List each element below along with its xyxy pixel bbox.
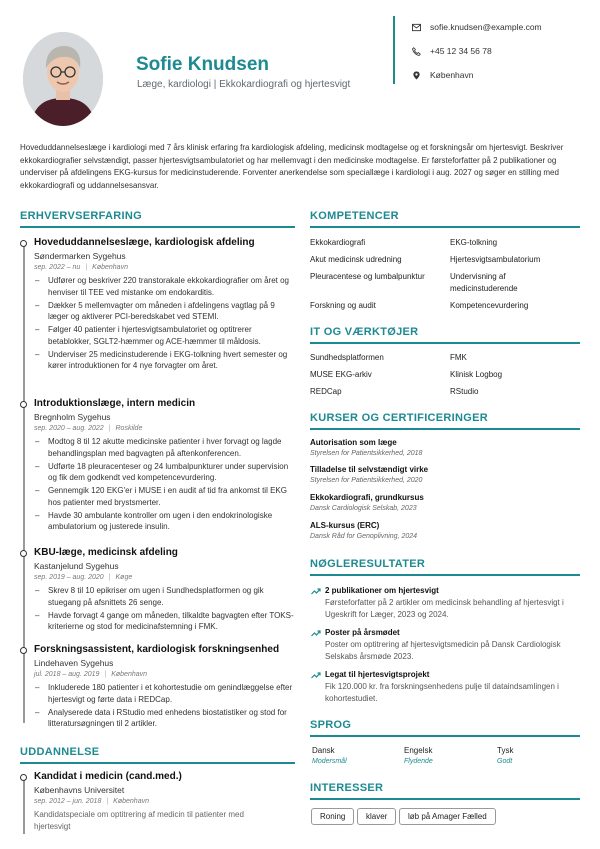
timeline-dot [20,401,27,408]
trending-up-icon [311,629,321,637]
tool-item: REDCap [310,387,342,396]
section-title-achievements: NØGLERESULTATER [310,558,426,570]
section-rule-experience [20,226,295,228]
skill-item: Hjertesvigtsambulatorium [450,255,541,264]
job-bullet: – Udførte 18 pleuracenteser og 24 lumbalpunkturer under supervision og fik dem godkendt ved kompetencevurdering. [34,461,296,484]
education-meta: sep. 2012 – jun. 2018 | København [34,798,149,805]
cert-org: Styrelsen for Patientsikkerhed, 2020 [310,477,423,484]
job-title: Hoveduddannelseslæge, kardiologisk afdeling [34,237,255,248]
job-company: Kastanjelund Sygehus [34,561,119,571]
cert-name: Ekkokardiografi, grundkursus [310,493,424,502]
job-bullets [34,585,296,634]
section-title-languages: SPROG [310,719,352,731]
location-pin-icon [412,71,421,80]
contact-email[interactable] [412,22,542,32]
skill-item: Forskning og audit [310,301,376,310]
interest-tag: klaver [357,808,396,825]
achievement-title: 2 publikationer om hjertesvigt [325,586,439,595]
cert-name: ALS-kursus (ERC) [310,521,380,530]
section-rule-certs [310,428,580,430]
education-description: Kandidatspeciale om optitrering af medicin til patienter med hjertesvigt [34,810,244,831]
job-bullet: – Udfører og beskriver 220 transtorakale ekkokardiografier om året og henviser til TEE ved mistanke om endokarditis. [34,275,296,298]
job-bullet: – Skrev 8 til 10 epikriser om ugen i Sundhedsplatformen og gik stuegang på afsnittets 26 senge. [34,585,296,608]
contact-location [412,70,473,80]
cert-org: Dansk Råd for Genoplivning, 2024 [310,533,418,540]
profile-summary: Hoveduddannelseslæge i kardiologi med 7 års klinisk erfaring fra kardiologisk afdeling, medicinsk modtagelse og et forskningsår om hjertesvigt. Beskriver ekkokardiografier selvstændigt, passer hjertesvigtsambulatoriet og har mellemvagt i den medicinske modtagelse. Er førsteforfatter på 2 publikationer og underviser på afdelingens EKG-kursus for medicinstuderende. Forventer anerkendelse som speciallæge i kardiologi i aug. 2027 og søger en stilling med ekkokardiografi og uddannelsesansvar. [20,143,564,190]
job-bullet: – Havde 30 ambulante kontroller om ugen i den endokrinologiske ambulatorium og justerede insulin. [34,510,296,533]
tool-item: MUSE EKG-arkiv [310,370,372,379]
job-location: København [92,264,128,271]
section-rule-achievements [310,574,580,576]
skill-item: Pleuracentese og lumbalpunktur [310,272,425,281]
education-timeline [23,778,25,834]
timeline-dot [20,240,27,247]
language-name: Dansk [312,746,335,755]
trending-up-icon [311,587,321,595]
cert-org: Dansk Cardiologisk Selskab, 2023 [310,505,417,512]
job-bullet: – Underviser 25 medicinstuderende i EKG-tolkning hvert semester og kører introduktionen for 4 nye forvagter om året. [34,349,296,372]
candidate-subtitle: Læge, kardiologi | Ekkokardiografi og hjertesvigt [137,79,351,90]
section-title-tools: IT OG VÆRKTØJER [310,326,419,338]
cert-name: Autorisation som læge [310,438,397,447]
job-bullets [34,682,296,731]
language-level: Godt [497,758,513,765]
skill-item: Ekkokardiografi [310,238,366,247]
cert-name: Tilladelse til selvstændigt virke [310,465,429,474]
skill-item: EKG-tolkning [450,238,498,247]
profile-photo [23,32,103,126]
header-divider [393,16,395,84]
email-text: sofie.knudsen@example.com [430,22,542,32]
job-company: Lindehaven Sygehus [34,658,114,668]
education-dates: sep. 2012 – jun. 2018 [34,798,102,805]
section-rule-languages [310,735,580,737]
job-bullet: – Havde forvagt 4 gange om måneden, tilkaldte bagvagten efter TOKS-kriterierne og stod for medicinafstemning i FMK. [34,610,296,633]
job-location: Roskilde [115,425,143,432]
interest-tag: Roning [311,808,354,825]
job-dates: sep. 2020 – aug. 2022 [34,425,104,432]
section-rule-skills [310,226,580,228]
achievement-title: Poster på årsmødet [325,628,400,637]
job-company: Søndermarken Sygehus [34,251,126,261]
achievement-desc: Førsteforfatter på 2 artikler om medicinsk behandling af hjertesvigt i Ugeskrift for Læger, 2023 og 2024. [325,598,564,619]
language-level: Modersmål [312,758,347,765]
tool-item: FMK [450,353,467,362]
section-title-education: UDDANNELSE [20,746,100,758]
job-bullet: – Analyserede data i RStudio med enhedens biostatistiker og stod for litteratursøgningen til 2 artikler. [34,707,296,730]
trending-up-icon [311,671,321,679]
section-title-experience: ERHVERVSERFARING [20,210,142,222]
phone-text: +45 12 34 56 78 [430,46,492,56]
phone-icon [412,47,421,56]
skill-item: Kompetencevurdering [450,301,529,310]
job-bullets [34,275,296,373]
language-name: Tysk [497,746,514,755]
job-location: Køge [115,574,133,581]
tool-item: Sundhedsplatformen [310,353,384,362]
job-dates: sep. 2019 – aug. 2020 [34,574,104,581]
job-bullet: – Gennemgik 120 EKG'er i MUSE i en audit af tid fra ankomst til EKG hos patienter med brystsmerter. [34,485,296,508]
tool-item: RStudio [450,387,479,396]
job-bullet: – Følger 40 patienter i hjertesvigtsambulatoriet og optitrerer betablokker, SGLT2-hæmmer og ACE-hæmmer til måldosis. [34,324,296,347]
language-name: Engelsk [404,746,433,755]
section-title-interests: INTERESSER [310,782,384,794]
job-bullet: – Inkluderede 180 patienter i et kohortestudie om genindlæggelse efter hjertesvigt og førte data i REDCap. [34,682,296,705]
degree-title: Kandidat i medicin (cand.med.) [34,771,182,782]
timeline-dot [20,647,27,654]
job-dates: jul. 2018 – aug. 2019 [34,671,100,678]
section-rule-education [20,762,295,764]
location-text: København [430,70,474,80]
timeline-dot [20,550,27,557]
section-title-skills: KOMPETENCER [310,210,399,222]
section-rule-tools [310,342,580,344]
job-bullet: – Dækker 5 mellemvagter om måneden i afdelingens vagtlag på 9 læger og aktiverer PCI-beredskabet ved STEMI. [34,300,296,323]
job-meta: jul. 2018 – aug. 2019 | København [34,671,148,678]
cert-org: Styrelsen for Patientsikkerhed, 2018 [310,450,423,457]
achievement-title: Legat til hjertesvigtsprojekt [325,670,430,679]
job-meta: sep. 2020 – aug. 2022 | Roskilde [34,425,143,432]
contact-phone[interactable] [412,46,492,56]
interest-tag: løb på Amager Fælled [399,808,496,825]
school-name: Københavns Universitet [34,785,125,795]
achievement-desc: Poster om optitrering af hjertesvigtsmedicin på Dansk Cardiologisk Selskabs årsmøde 2023. [325,640,561,661]
job-title: KBU-læge, medicinsk afdeling [34,547,178,558]
job-meta: sep. 2022 – nu | København [34,264,128,271]
skill-item: Akut medicinsk udredning [310,255,402,264]
section-title-certs: KURSER OG CERTIFICERINGER [310,412,489,424]
skill-item: Undervisning af medicinstuderende [450,272,518,293]
tool-item: Klinisk Logbog [450,370,503,379]
job-location: København [111,671,148,678]
achievement-desc: Fik 120.000 kr. fra forskningsenhedens pulje til dataindsamlingen i kohortestudiet. [325,682,559,703]
education-location: København [113,798,149,805]
section-rule-interests [310,798,580,800]
job-title: Forskningsassistent, kardiologisk forskningsenhed [34,644,280,655]
language-level: Flydende [404,758,433,765]
job-bullet: – Modtog 8 til 12 akutte medicinske patienter i hver forvagt og lagde behandlingsplan med bagvagten på aftenkonferencen. [34,436,296,459]
job-dates: sep. 2022 – nu [34,264,81,271]
job-company: Bregnholm Sygehus [34,412,111,422]
job-meta: sep. 2019 – aug. 2020 | Køge [34,574,133,581]
job-title: Introduktionslæge, intern medicin [34,398,196,409]
job-bullets [34,436,296,534]
candidate-name: Sofie Knudsen [136,54,270,75]
mail-icon [412,23,421,32]
timeline-dot [20,774,27,781]
